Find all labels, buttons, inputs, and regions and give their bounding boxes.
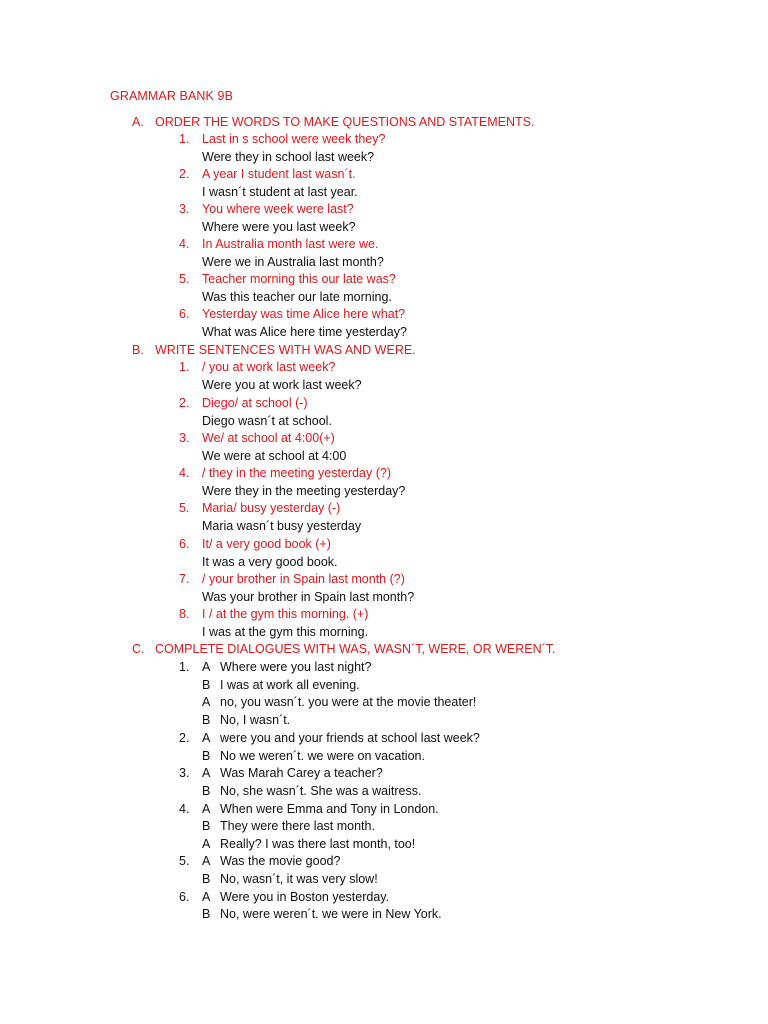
dialogue-number: 2. [179,731,190,745]
speaker-label: B [202,907,211,921]
speaker-label: A [202,837,211,851]
dialogue-line: Really? I was there last month, too! [220,837,416,851]
exercise-prompt: Teacher morning this our late was? [202,272,396,286]
dialogue-line: Where were you last night? [220,660,372,674]
item-number: 1. [179,360,190,374]
section-a-letter: A. [132,115,144,129]
item-number: 1. [179,132,190,146]
dialogue-number: 5. [179,854,190,868]
exercise-answer: Maria wasn´t busy yesterday [202,519,362,533]
exercise-answer: Was this teacher our late morning. [202,290,392,304]
dialogue-line: no, you wasn´t. you were at the movie theater! [220,695,477,709]
speaker-label: A [202,766,211,780]
speaker-label: A [202,660,211,674]
exercise-answer: I was at the gym this morning. [202,625,369,639]
item-number: 5. [179,501,190,515]
speaker-label: B [202,749,211,763]
item-number: 8. [179,607,190,621]
item-number: 2. [179,396,190,410]
exercise-prompt: You where week were last? [202,202,354,216]
exercise-answer: It was a very good book. [202,555,338,569]
dialogue-number: 3. [179,766,190,780]
dialogue-line: No we weren´t. we were on vacation. [220,749,425,763]
item-number: 3. [179,431,190,445]
exercise-prompt: In Australia month last were we. [202,237,379,251]
dialogue-line: Was Marah Carey a teacher? [220,766,383,780]
dialogue-number: 1. [179,660,190,674]
exercise-prompt: Diego/ at school (-) [202,396,308,410]
dialogue-line: No, she wasn´t. She was a waitress. [220,784,422,798]
speaker-label: A [202,854,211,868]
exercise-answer: Where were you last week? [202,220,356,234]
exercise-answer: What was Alice here time yesterday? [202,325,407,339]
speaker-label: B [202,678,211,692]
exercise-answer: Were they in school last week? [202,150,375,164]
section-b-letter: B. [132,343,144,357]
dialogue-line: No, were weren´t. we were in New York. [220,907,442,921]
speaker-label: B [202,784,211,798]
exercise-prompt: I / at the gym this morning. (+) [202,607,369,621]
exercise-answer: I wasn´t student at last year. [202,185,358,199]
item-number: 3. [179,202,190,216]
exercise-prompt: We/ at school at 4:00(+) [202,431,335,445]
exercise-prompt: Yesterday was time Alice here what? [202,307,406,321]
item-number: 4. [179,466,190,480]
section-c-heading: COMPLETE DIALOGUES WITH WAS, WASN´T, WERE, OR WEREN´T. [155,642,556,656]
section-c-letter: C. [132,642,145,656]
speaker-label: A [202,731,211,745]
exercise-answer: Diego wasn´t at school. [202,414,332,428]
item-number: 2. [179,167,190,181]
item-number: 6. [179,307,190,321]
speaker-label: B [202,872,211,886]
exercise-answer: We were at school at 4:00 [202,449,347,463]
speaker-label: B [202,713,211,727]
dialogue-line: Were you in Boston yesterday. [220,890,390,904]
dialogue-line: No, wasn´t, it was very slow! [220,872,378,886]
exercise-prompt: Last in s school were week they? [202,132,386,146]
section-b-heading: WRITE SENTENCES WITH WAS AND WERE. [155,343,416,357]
exercise-prompt: / they in the meeting yesterday (?) [202,466,391,480]
dialogue-line: were you and your friends at school last week? [220,731,480,745]
page-title: GRAMMAR BANK 9B [110,89,234,103]
dialogue-line: No, I wasn´t. [220,713,291,727]
item-number: 6. [179,537,190,551]
speaker-label: B [202,819,211,833]
speaker-label: A [202,890,211,904]
dialogue-line: They were there last month. [220,819,375,833]
exercise-answer: Were they in the meeting yesterday? [202,484,406,498]
section-a-heading: ORDER THE WORDS TO MAKE QUESTIONS AND STATEMENTS. [155,115,535,129]
exercise-prompt: A year I student last wasn´t. [202,167,356,181]
dialogue-line: Was the movie good? [220,854,341,868]
exercise-answer: Were you at work last week? [202,378,362,392]
exercise-prompt: / your brother in Spain last month (?) [202,572,405,586]
exercise-prompt: It/ a very good book (+) [202,537,331,551]
exercise-answer: Were we in Australia last month? [202,255,384,269]
exercise-prompt: Maria/ busy yesterday (-) [202,501,341,515]
dialogue-line: I was at work all evening. [220,678,360,692]
item-number: 4. [179,237,190,251]
exercise-prompt: / you at work last week? [202,360,336,374]
dialogue-number: 4. [179,802,190,816]
speaker-label: A [202,695,211,709]
item-number: 5. [179,272,190,286]
exercise-answer: Was your brother in Spain last month? [202,590,415,604]
dialogue-line: When were Emma and Tony in London. [220,802,439,816]
item-number: 7. [179,572,190,586]
dialogue-number: 6. [179,890,190,904]
speaker-label: A [202,802,211,816]
